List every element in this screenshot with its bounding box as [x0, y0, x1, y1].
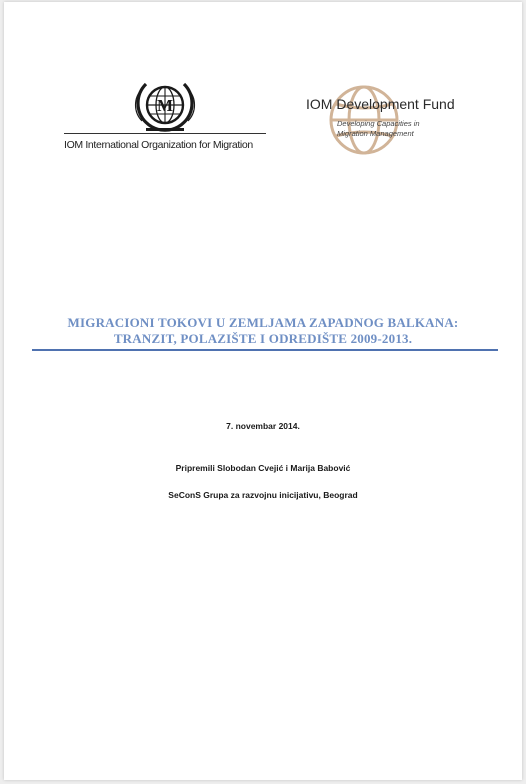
document-page: [4, 2, 522, 780]
fund-subtitle-line1: Developing Capacities in: [337, 119, 420, 128]
svg-text:M: M: [156, 96, 174, 115]
document-title: [28, 315, 498, 347]
iom-logo-rule: [64, 133, 266, 134]
fund-subtitle: [337, 119, 420, 139]
fund-subtitle-line2: Migration Management: [337, 129, 414, 138]
iom-globe-emblem-icon: [132, 76, 198, 134]
document-date: 7. novembar 2014.: [226, 421, 300, 431]
document-organization: SeConS Grupa za razvojnu inicijativu, Beograd: [168, 490, 358, 500]
iom-caption: IOM International Organization for Migration: [64, 139, 253, 151]
title-rule: [32, 349, 498, 351]
document-title-line1: MIGRACIONI TOKOVI U ZEMLJAMA ZAPADNOG BALKANA:: [67, 315, 459, 330]
fund-title: IOM Development Fund: [306, 96, 455, 112]
document-authors: Pripremili Slobodan Cvejić i Marija Babović: [175, 463, 351, 473]
document-title-line2: TRANZIT, POLAZIŠTE I ODREDIŠTE 2009-2013.: [113, 331, 413, 346]
